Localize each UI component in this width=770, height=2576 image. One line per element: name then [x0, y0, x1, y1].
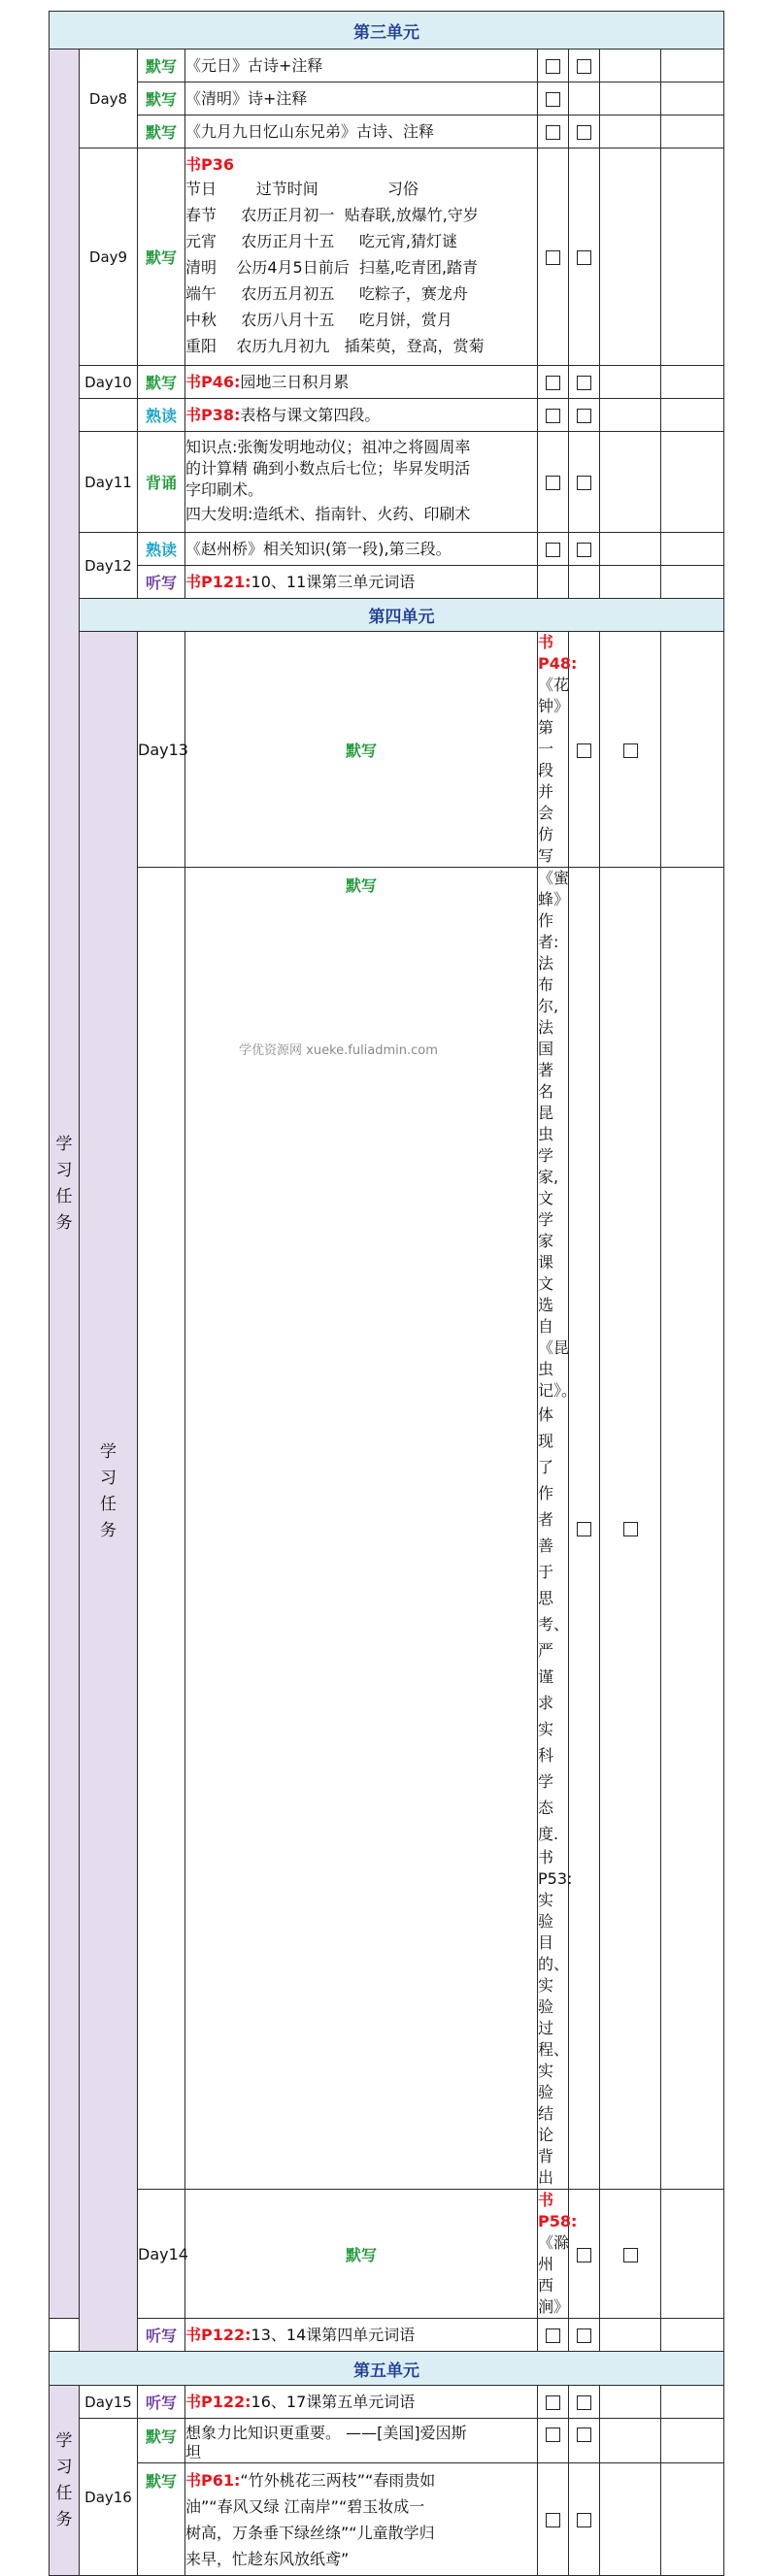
checkbox[interactable]	[569, 2190, 600, 2319]
task-content: 书P46:园地三日积月累	[185, 366, 538, 399]
side-label-unit3: 学 习 任 务	[50, 50, 80, 2319]
checkbox[interactable]	[569, 2419, 600, 2463]
checkbox[interactable]	[538, 2463, 569, 2576]
task-type: 默写	[138, 2419, 185, 2463]
checkbox[interactable]	[538, 366, 569, 399]
task-content: 《赵州桥》相关知识(第一段),第三段。	[185, 533, 538, 566]
day-label: Day10	[80, 366, 138, 399]
book-ref: 书P36	[185, 155, 234, 174]
unit-5-title: 第五单元	[50, 2352, 724, 2386]
task-type: 默写	[138, 366, 185, 399]
checkbox[interactable]	[569, 868, 600, 2190]
task-type: 熟读	[138, 399, 185, 432]
festival-row: 重阳 农历九月初九 插茱萸，登高，赏菊	[185, 337, 485, 355]
checkbox[interactable]	[538, 2319, 569, 2352]
task-type: 听写	[138, 2386, 185, 2419]
task-type: 默写	[185, 868, 538, 2190]
checkbox[interactable]	[569, 2463, 600, 2576]
day-label: Day15	[80, 2386, 138, 2419]
task-type: 默写	[138, 83, 185, 116]
checkbox[interactable]	[538, 50, 569, 83]
day-label: Day8	[80, 50, 138, 149]
festival-row: 春节 农历正月初一 贴春联,放爆竹,守岁	[185, 206, 479, 224]
task-type: 默写	[138, 116, 185, 149]
task-type: 默写	[138, 149, 185, 366]
task-type: 默写	[138, 50, 185, 83]
task-content: 知识点:张衡发明地动仪；祖冲之将圆周率 的计算精 确到小数点后七位；毕昇发明活 字印刷术。 四大发明:造纸术、指南针、火药、印刷术	[185, 432, 538, 533]
task-content: 书P38:表格与课文第四段。	[185, 399, 538, 432]
unit-3-title: 第三单元	[50, 12, 724, 50]
task-type: 默写	[138, 2463, 185, 2576]
festival-row: 中秋 农历八月十五 吃月饼，赏月	[185, 311, 452, 329]
festival-header: 节日 过节时间 习俗	[185, 180, 418, 198]
checkbox[interactable]	[569, 432, 600, 533]
checkbox[interactable]	[569, 399, 600, 432]
task-content: 书P122:13、14课第四单元词语	[185, 2319, 538, 2352]
task-content: 书P121:10、11课第三单元词语	[185, 566, 538, 599]
watermark: 学优资源网 xueke.fuliadmin.com	[239, 1043, 438, 1058]
day-label: Day14	[138, 2190, 185, 2319]
unit-4-title: 第四单元	[80, 599, 724, 632]
day-label: Day11	[80, 432, 138, 533]
task-type: 听写	[138, 2319, 185, 2352]
festival-row: 端午 农历五月初五 吃粽子，赛龙舟	[185, 284, 468, 303]
task-content: 书P48:《花钟》第一段并会仿写	[538, 632, 569, 868]
side-label-unit4: 学 习 任 务	[80, 632, 138, 2352]
checkbox[interactable]	[569, 116, 600, 149]
checkbox[interactable]	[538, 2386, 569, 2419]
checkbox[interactable]	[600, 632, 661, 868]
task-content: 《蜜蜂》作者:法布尔,法国著名昆虫学家, 文学家 课文选自《昆虫记》。 体现了作者善于思考、严谨求实科学态度. 书P53:实验目的、实验过程、实验结论背出	[538, 868, 569, 2190]
checkbox[interactable]	[538, 83, 569, 116]
task-content: 书P122:16、17课第五单元词语	[185, 2386, 538, 2419]
checkbox[interactable]	[600, 868, 661, 2190]
checkbox[interactable]	[538, 432, 569, 533]
day-label: Day12	[80, 533, 138, 599]
task-type: 默写	[185, 2190, 538, 2319]
checkbox[interactable]	[538, 149, 569, 366]
task-type: 熟读	[138, 533, 185, 566]
checkbox[interactable]	[538, 399, 569, 432]
checkbox[interactable]	[600, 2190, 661, 2319]
task-content: 《元日》古诗+注释	[185, 50, 538, 83]
task-type: 默写	[185, 632, 538, 868]
checkbox[interactable]	[538, 533, 569, 566]
checkbox[interactable]	[569, 533, 600, 566]
checkbox[interactable]	[569, 2319, 600, 2352]
checkbox[interactable]	[538, 2419, 569, 2463]
task-content: 想象力比知识更重要。 ——[美国]爱因斯 坦	[185, 2419, 538, 2463]
side-label-unit5: 学 习 任 务	[50, 2386, 80, 2576]
task-content: 书P61:“竹外桃花三两枝”“春雨贵如 油”“春风又绿 江南岸”“碧玉妆成一 树高，万条垂下绿丝绦”“儿童散学归 来早，忙趁东风放纸鸢”	[185, 2463, 538, 2576]
festival-row: 元宵 农历正月十五 吃元宵,猜灯谜	[185, 232, 457, 250]
task-content: 书P58:《滁州西涧》	[538, 2190, 569, 2319]
checkbox[interactable]	[569, 50, 600, 83]
task-content: 《九月九日忆山东兄弟》古诗、注释	[185, 116, 538, 149]
task-type: 背诵	[138, 432, 185, 533]
checkbox[interactable]	[569, 2386, 600, 2419]
festival-row: 清明 公历4月5日前后 扫墓,吃青团,踏青	[185, 258, 479, 277]
day-label: Day13	[138, 632, 185, 868]
checkbox[interactable]	[569, 366, 600, 399]
task-content: 《清明》诗+注释	[185, 83, 538, 116]
day-label: Day16	[80, 2419, 138, 2576]
task-type: 听写	[138, 566, 185, 599]
day-label: Day9	[80, 149, 138, 366]
checkbox[interactable]	[569, 149, 600, 366]
festival-table-content	[185, 149, 538, 366]
study-plan-table	[49, 11, 724, 2576]
checkbox[interactable]	[538, 116, 569, 149]
